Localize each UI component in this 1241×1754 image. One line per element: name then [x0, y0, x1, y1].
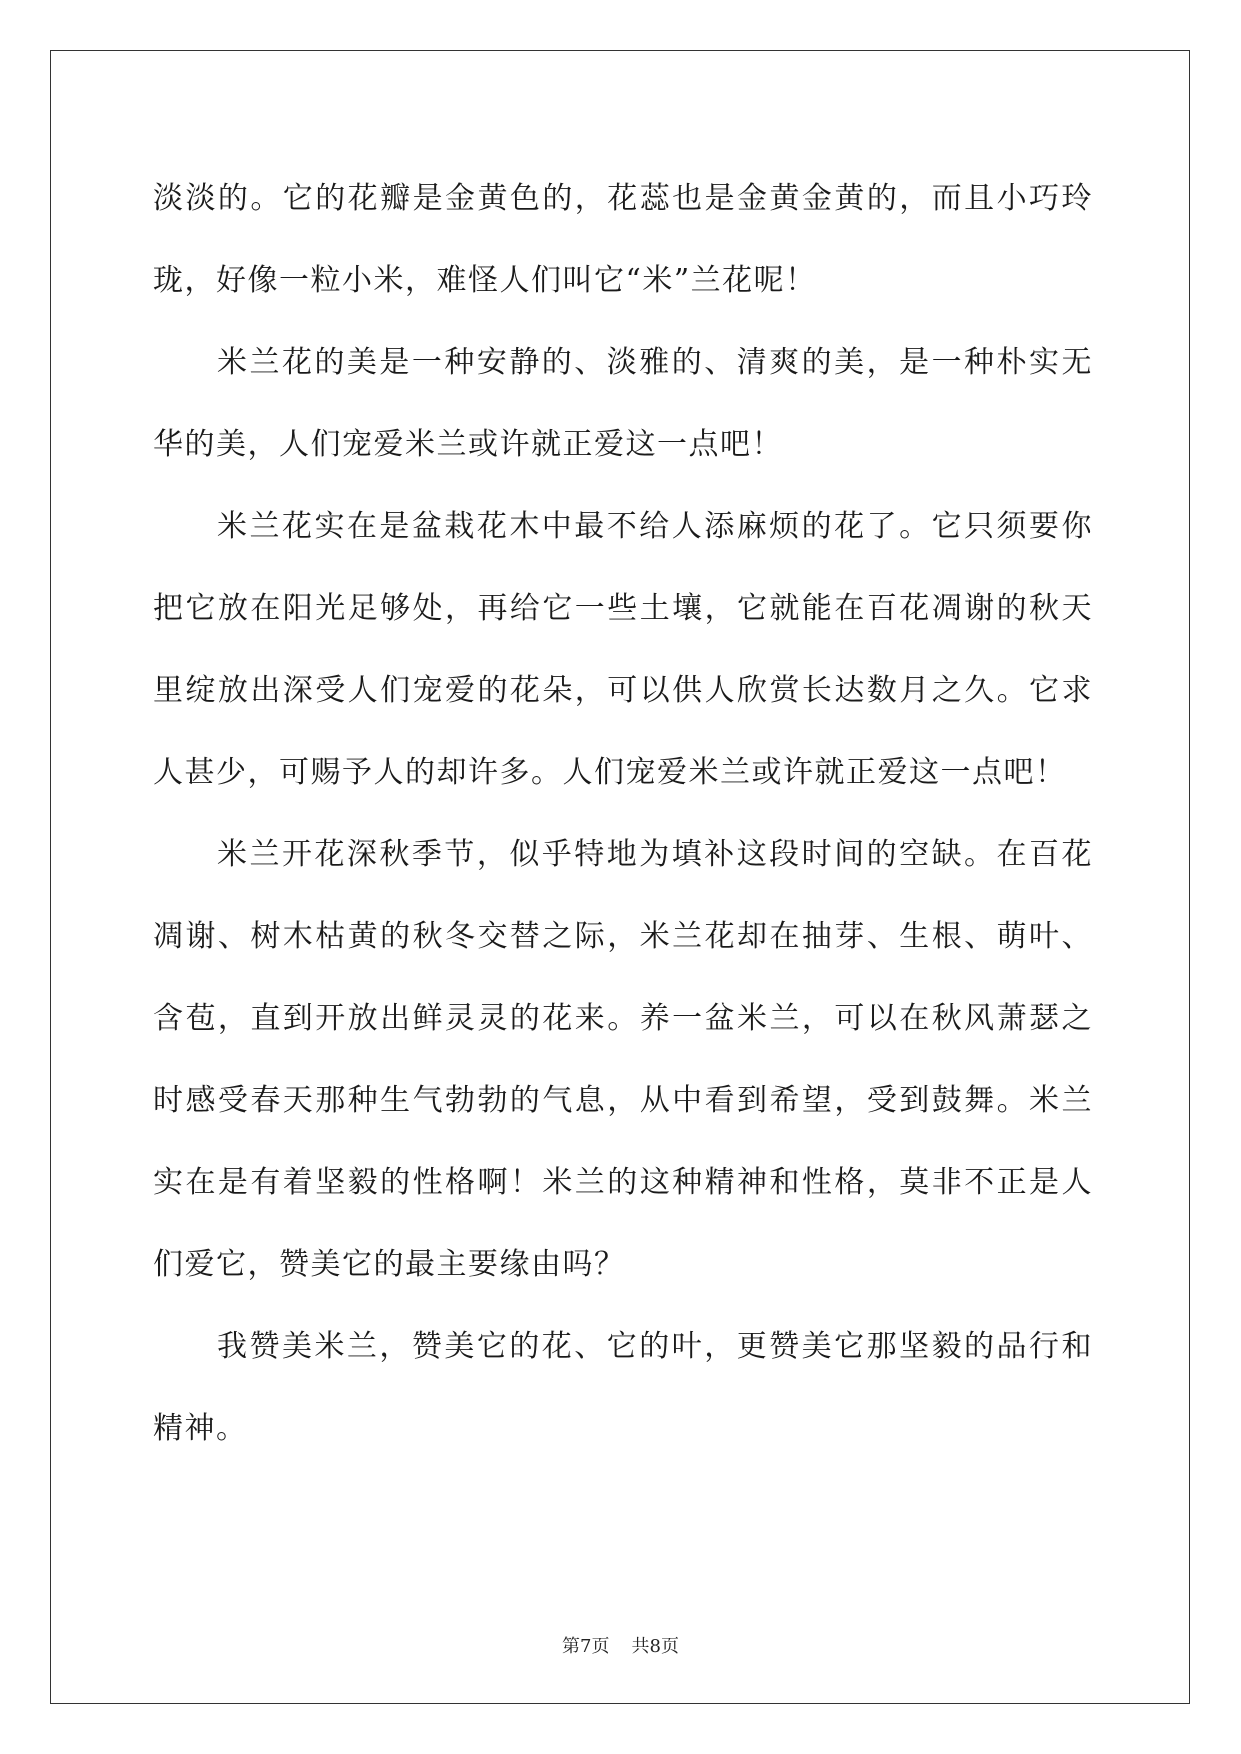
paragraph-4: 米兰开花深秋季节，似乎特地为填补这段时间的空缺。在百花凋谢、树木枯黄的秋冬交替之际，米兰花却在抽芽、生根、萌叶、含苞，直到开放出鲜灵灵的花来。养一盆米兰，可以在秋风萧瑟之时感受春天那种生气勃勃的气息，从中看到希望，受到鼓舞。米兰实在是有着坚毅的性格啊！米兰的这种精神和性格，莫非不正是人们爱它，赞美它的最主要缘由吗？ [153, 837, 1093, 1282]
paragraph-2: 米兰花的美是一种安静的、淡雅的、清爽的美，是一种朴实无华的美，人们宠爱米兰或许就正爱这一点吧！ [153, 345, 1093, 462]
document-body [153, 158, 1093, 1470]
page-footer [0, 1632, 1241, 1658]
paragraph-3: 米兰花实在是盆栽花木中最不给人添麻烦的花了。它只须要你把它放在阳光足够处，再给它一些土壤，它就能在百花凋谢的秋天里绽放出深受人们宠爱的花朵，可以供人欣赏长达数月之久。它求人甚少，可赐予人的却许多。人们宠爱米兰或许就正爱这一点吧！ [153, 509, 1093, 790]
paragraph-5: 我赞美米兰，赞美它的花、它的叶，更赞美它那坚毅的品行和精神。 [153, 1329, 1093, 1446]
paragraph-1: 淡淡的。它的花瓣是金黄色的，花蕊也是金黄金黄的，而且小巧玲珑，好像一粒小米，难怪人们叫它“米”兰花呢！ [153, 181, 1093, 298]
page-number-total: 共8页 [631, 1636, 679, 1657]
page-number-current: 第7页 [562, 1636, 610, 1657]
